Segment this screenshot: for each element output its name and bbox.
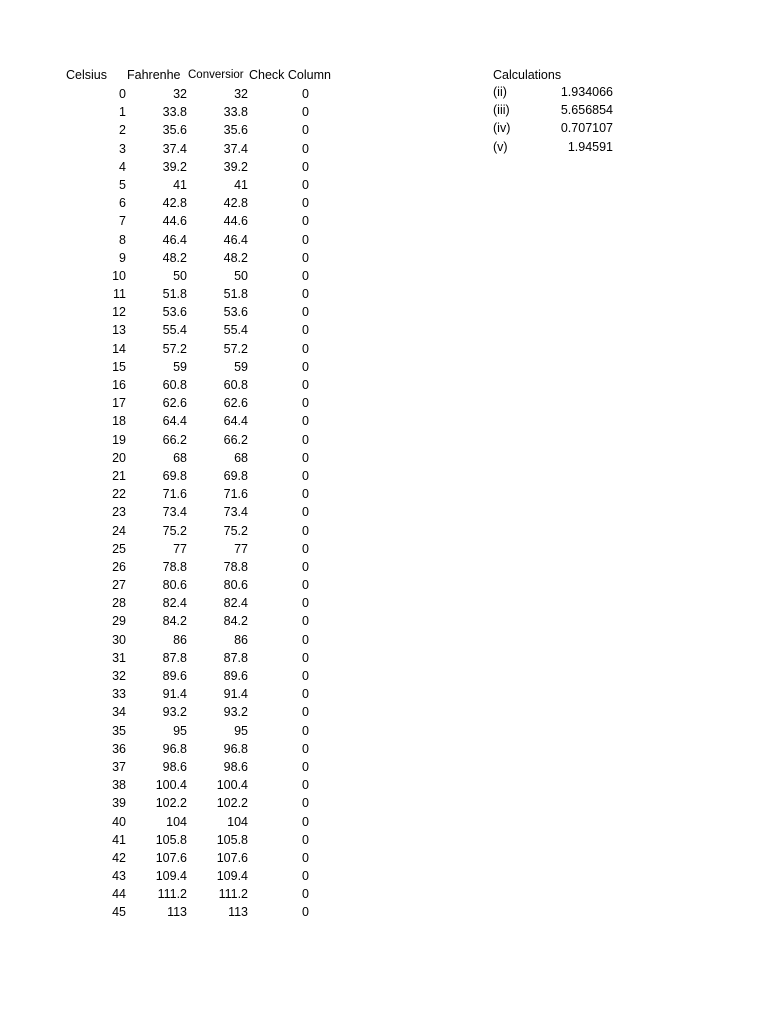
fahrenheit-cell[interactable]: 71.6 <box>162 487 187 502</box>
table-row <box>0 558 400 576</box>
check-cell[interactable]: 0 <box>302 268 309 283</box>
celsius-cell[interactable]: 29 <box>112 614 126 629</box>
check-cell[interactable]: 0 <box>302 396 309 411</box>
table-row <box>0 412 400 430</box>
fahrenheit-cell[interactable]: 102.2 <box>155 796 187 811</box>
conversion-cell[interactable]: 44.6 <box>223 214 248 229</box>
conversion-cell[interactable]: 62.6 <box>223 396 248 411</box>
table-row <box>0 885 400 903</box>
table-row <box>0 540 400 558</box>
check-cell[interactable]: 0 <box>302 141 309 156</box>
calculation-value[interactable]: 5.656854 <box>560 103 613 118</box>
table-row <box>0 485 400 503</box>
fahrenheit-cell[interactable]: 64.4 <box>162 414 187 429</box>
table-row <box>0 903 400 921</box>
celsius-cell[interactable]: 8 <box>119 232 126 247</box>
table-row <box>0 849 400 867</box>
fahrenheit-cell[interactable]: 33.8 <box>162 105 187 120</box>
table-row <box>0 831 400 849</box>
fahrenheit-cell[interactable]: 91.4 <box>162 687 187 702</box>
table-row <box>0 158 400 176</box>
check-cell[interactable]: 0 <box>302 669 309 683</box>
check-cell[interactable]: 0 <box>302 450 309 465</box>
celsius-cell[interactable]: 38 <box>112 778 126 793</box>
conversion-cell[interactable]: 32 <box>234 87 248 101</box>
celsius-cell[interactable]: 37 <box>112 759 126 774</box>
conversion-cell[interactable]: 69.8 <box>223 468 248 483</box>
check-cell[interactable]: 0 <box>302 905 309 920</box>
table-row <box>0 449 400 467</box>
table-row <box>0 267 400 285</box>
table-row <box>0 467 400 485</box>
check-cell[interactable]: 0 <box>302 596 309 611</box>
conversion-cell[interactable]: 98.6 <box>223 759 248 774</box>
conversion-cell[interactable]: 111.2 <box>218 887 248 902</box>
check-cell[interactable]: 0 <box>302 359 309 374</box>
header-conversion: Conversior <box>188 69 244 81</box>
fahrenheit-cell[interactable]: 89.6 <box>162 669 187 683</box>
fahrenheit-cell[interactable]: 86 <box>173 632 187 647</box>
check-cell[interactable]: 0 <box>302 887 309 902</box>
table-row <box>0 685 400 703</box>
fahrenheit-cell[interactable]: 41 <box>173 177 187 192</box>
check-cell[interactable]: 0 <box>302 232 309 247</box>
conversion-cell[interactable]: 59 <box>234 359 248 374</box>
celsius-cell[interactable]: 39 <box>112 796 126 811</box>
celsius-cell[interactable]: 31 <box>112 650 126 665</box>
table-row <box>0 285 400 303</box>
fahrenheit-cell[interactable]: 75.2 <box>162 523 187 538</box>
fahrenheit-cell[interactable]: 69.8 <box>162 468 187 483</box>
calculation-row <box>493 83 633 101</box>
check-cell[interactable]: 0 <box>302 650 309 665</box>
fahrenheit-cell[interactable]: 105.8 <box>155 832 187 847</box>
celsius-cell[interactable]: 41 <box>112 832 126 847</box>
conversion-cell[interactable]: 53.6 <box>223 305 248 320</box>
fahrenheit-cell[interactable]: 107.6 <box>155 850 187 865</box>
check-cell[interactable]: 0 <box>302 741 309 756</box>
table-row <box>0 376 400 394</box>
conversion-cell[interactable]: 66.2 <box>223 432 248 447</box>
fahrenheit-cell[interactable]: 84.2 <box>162 614 187 629</box>
check-cell[interactable]: 0 <box>302 341 309 356</box>
conversion-cell[interactable]: 68 <box>234 450 248 465</box>
calculation-label[interactable]: (ii) <box>493 85 507 99</box>
check-cell[interactable]: 0 <box>302 832 309 847</box>
table-row <box>0 522 400 540</box>
header-celsius: Celsius <box>66 68 107 82</box>
check-cell[interactable]: 0 <box>302 305 309 320</box>
fahrenheit-cell[interactable]: 104 <box>166 814 187 829</box>
table-row <box>0 576 400 594</box>
celsius-cell[interactable]: 25 <box>112 541 126 556</box>
header-check-column: Check Column <box>249 68 331 82</box>
fahrenheit-cell[interactable]: 77 <box>173 541 187 556</box>
table-row <box>0 140 400 158</box>
conversion-cell[interactable]: 82.4 <box>223 596 248 611</box>
calculations-title: Calculations <box>493 68 562 82</box>
table-row <box>0 794 400 812</box>
conversion-cell[interactable]: 41 <box>234 177 248 192</box>
table-row <box>0 321 400 339</box>
celsius-cell[interactable]: 18 <box>112 414 126 429</box>
celsius-cell[interactable]: 13 <box>112 323 126 338</box>
celsius-cell[interactable]: 3 <box>119 141 126 156</box>
fahrenheit-cell[interactable]: 113 <box>167 905 187 920</box>
check-cell[interactable]: 0 <box>302 796 309 811</box>
conversion-cell[interactable]: 50 <box>234 268 248 283</box>
calculation-value[interactable]: 1.94591 <box>567 139 613 154</box>
check-cell[interactable]: 0 <box>302 323 309 338</box>
check-cell[interactable]: 0 <box>302 378 309 392</box>
check-cell[interactable]: 0 <box>302 814 309 829</box>
table-row <box>0 176 400 194</box>
conversion-cell[interactable]: 89.6 <box>223 669 248 683</box>
fahrenheit-cell[interactable]: 93.2 <box>162 705 187 720</box>
calculation-label[interactable]: (iii) <box>493 103 510 118</box>
conversion-cell[interactable]: 80.6 <box>223 578 248 593</box>
celsius-cell[interactable]: 10 <box>112 268 126 283</box>
celsius-cell[interactable]: 44 <box>112 887 126 902</box>
conversion-cell[interactable]: 42.8 <box>223 196 248 211</box>
conversion-cell[interactable]: 39.2 <box>223 159 248 174</box>
conversion-cell[interactable]: 93.2 <box>223 705 248 720</box>
fahrenheit-cell[interactable]: 68 <box>173 450 187 465</box>
celsius-cell[interactable]: 9 <box>119 250 126 265</box>
fahrenheit-cell[interactable]: 50 <box>173 268 187 283</box>
celsius-cell[interactable]: 12 <box>112 305 126 320</box>
calculation-value[interactable]: 0.707107 <box>560 121 613 136</box>
check-cell[interactable]: 0 <box>302 632 309 647</box>
conversion-cell[interactable]: 35.6 <box>223 123 248 138</box>
conversion-cell[interactable]: 78.8 <box>223 559 248 574</box>
conversion-cell[interactable]: 46.4 <box>223 232 248 247</box>
fahrenheit-cell[interactable]: 98.6 <box>162 759 187 774</box>
celsius-cell[interactable]: 7 <box>119 214 126 229</box>
fahrenheit-cell[interactable]: 39.2 <box>162 159 187 174</box>
celsius-cell[interactable]: 2 <box>119 123 126 138</box>
check-cell[interactable]: 0 <box>302 687 309 702</box>
table-row <box>0 249 400 267</box>
celsius-cell[interactable]: 32 <box>112 669 126 683</box>
celsius-cell[interactable]: 0 <box>119 87 126 101</box>
conversion-cell[interactable]: 77 <box>234 541 248 556</box>
check-cell[interactable]: 0 <box>302 287 309 302</box>
calculation-row <box>493 119 633 137</box>
conversion-cell[interactable]: 113 <box>228 905 248 920</box>
celsius-cell[interactable]: 26 <box>112 559 126 574</box>
table-row <box>0 340 400 358</box>
check-cell[interactable]: 0 <box>302 105 309 120</box>
table-row <box>0 358 400 376</box>
celsius-cell[interactable]: 42 <box>112 850 126 865</box>
celsius-cell[interactable]: 35 <box>112 723 126 738</box>
conversion-cell[interactable]: 109.4 <box>216 869 248 884</box>
table-row <box>0 121 400 139</box>
check-cell[interactable]: 0 <box>302 850 309 865</box>
fahrenheit-cell[interactable]: 82.4 <box>162 596 187 611</box>
conversion-cell[interactable]: 95 <box>234 723 248 738</box>
table-row <box>0 594 400 612</box>
celsius-cell[interactable]: 45 <box>112 905 126 920</box>
table-row <box>0 722 400 740</box>
celsius-cell[interactable]: 33 <box>112 687 126 702</box>
table-row <box>0 758 400 776</box>
table-row <box>0 612 400 630</box>
conversion-cell[interactable]: 71.6 <box>223 487 248 502</box>
check-cell[interactable]: 0 <box>302 196 309 211</box>
table-row <box>0 776 400 794</box>
celsius-cell[interactable]: 23 <box>112 505 126 520</box>
conversion-cell[interactable]: 84.2 <box>223 614 248 629</box>
fahrenheit-cell[interactable]: 35.6 <box>162 123 187 138</box>
fahrenheit-cell[interactable]: 48.2 <box>162 250 187 265</box>
check-cell[interactable]: 0 <box>302 468 309 483</box>
fahrenheit-cell[interactable]: 100.4 <box>155 778 187 793</box>
check-cell[interactable]: 0 <box>302 250 309 265</box>
celsius-cell[interactable]: 11 <box>113 287 126 302</box>
conversion-cell[interactable]: 100.4 <box>216 778 248 793</box>
table-row <box>0 212 400 230</box>
conversion-cell[interactable]: 33.8 <box>223 105 248 120</box>
calculation-label[interactable]: (v) <box>493 139 508 154</box>
celsius-cell[interactable]: 36 <box>112 741 126 756</box>
conversion-cell[interactable]: 64.4 <box>223 414 248 429</box>
table-row <box>0 867 400 885</box>
fahrenheit-cell[interactable]: 59 <box>173 359 187 374</box>
table-row <box>0 103 400 121</box>
fahrenheit-cell[interactable]: 109.4 <box>155 869 187 884</box>
celsius-cell[interactable]: 17 <box>112 396 126 411</box>
check-cell[interactable]: 0 <box>302 414 309 429</box>
check-cell[interactable]: 0 <box>302 505 309 520</box>
conversion-cell[interactable]: 75.2 <box>223 523 248 538</box>
check-cell[interactable]: 0 <box>302 541 309 556</box>
celsius-cell[interactable]: 4 <box>119 159 126 174</box>
conversion-cell[interactable]: 51.8 <box>223 287 248 302</box>
conversion-cell[interactable]: 105.8 <box>216 832 248 847</box>
table-row <box>0 394 400 412</box>
check-cell[interactable]: 0 <box>302 778 309 793</box>
fahrenheit-cell[interactable]: 42.8 <box>162 196 187 211</box>
fahrenheit-cell[interactable]: 53.6 <box>162 305 187 320</box>
celsius-cell[interactable]: 6 <box>119 196 126 211</box>
conversion-cell[interactable]: 107.6 <box>216 850 248 865</box>
fahrenheit-cell[interactable]: 60.8 <box>162 378 187 392</box>
table-row <box>0 667 400 685</box>
check-cell[interactable]: 0 <box>302 123 309 138</box>
conversion-cell[interactable]: 57.2 <box>223 341 248 356</box>
celsius-cell[interactable]: 1 <box>119 105 126 120</box>
check-cell[interactable]: 0 <box>302 432 309 447</box>
calculation-row <box>493 101 633 119</box>
conversion-cell[interactable]: 104 <box>227 814 248 829</box>
conversion-cell[interactable]: 48.2 <box>223 250 248 265</box>
fahrenheit-cell[interactable]: 73.4 <box>162 505 187 520</box>
check-cell[interactable]: 0 <box>302 759 309 774</box>
conversion-cell[interactable]: 73.4 <box>223 505 248 520</box>
check-cell[interactable]: 0 <box>302 578 309 593</box>
calculations-block <box>493 67 633 156</box>
celsius-cell[interactable]: 22 <box>112 487 126 502</box>
fahrenheit-cell[interactable]: 111.2 <box>157 887 187 902</box>
celsius-cell[interactable]: 40 <box>112 814 126 829</box>
check-cell[interactable]: 0 <box>302 869 309 884</box>
celsius-cell[interactable]: 5 <box>119 177 126 192</box>
conversion-cell[interactable]: 60.8 <box>223 378 248 392</box>
celsius-cell[interactable]: 30 <box>112 632 126 647</box>
conversion-cell[interactable]: 96.8 <box>223 741 248 756</box>
table-row <box>0 431 400 449</box>
check-cell[interactable]: 0 <box>302 177 309 192</box>
celsius-cell[interactable]: 43 <box>112 869 126 884</box>
check-cell[interactable]: 0 <box>302 214 309 229</box>
celsius-cell[interactable]: 14 <box>112 341 126 356</box>
check-cell[interactable]: 0 <box>302 487 309 502</box>
conversion-cell[interactable]: 91.4 <box>223 687 248 702</box>
fahrenheit-cell[interactable]: 51.8 <box>162 287 187 302</box>
conversion-cell[interactable]: 55.4 <box>223 323 248 338</box>
conversion-table <box>0 85 400 922</box>
fahrenheit-cell[interactable]: 96.8 <box>162 741 187 756</box>
check-cell[interactable]: 0 <box>302 87 309 101</box>
check-cell[interactable]: 0 <box>302 159 309 174</box>
fahrenheit-cell[interactable]: 57.2 <box>162 341 187 356</box>
conversion-cell[interactable]: 102.2 <box>216 796 248 811</box>
check-cell[interactable]: 0 <box>302 614 309 629</box>
fahrenheit-cell[interactable]: 95 <box>173 723 187 738</box>
table-row <box>0 231 400 249</box>
fahrenheit-cell[interactable]: 37.4 <box>162 141 187 156</box>
celsius-cell[interactable]: 20 <box>112 450 126 465</box>
celsius-cell[interactable]: 19 <box>112 432 126 447</box>
celsius-cell[interactable]: 28 <box>112 596 126 611</box>
table-row <box>0 503 400 521</box>
table-row <box>0 813 400 831</box>
check-cell[interactable]: 0 <box>302 559 309 574</box>
check-cell[interactable]: 0 <box>302 523 309 538</box>
celsius-cell[interactable]: 24 <box>112 523 126 538</box>
calculation-value[interactable]: 1.934066 <box>560 85 613 99</box>
table-row <box>0 703 400 721</box>
fahrenheit-cell[interactable]: 32 <box>173 87 187 101</box>
conversion-cell[interactable]: 86 <box>234 632 248 647</box>
table-row <box>0 85 400 103</box>
table-row <box>0 303 400 321</box>
table-row <box>0 740 400 758</box>
celsius-cell[interactable]: 16 <box>112 378 126 392</box>
fahrenheit-cell[interactable]: 55.4 <box>162 323 187 338</box>
fahrenheit-cell[interactable]: 87.8 <box>162 650 187 665</box>
table-row <box>0 194 400 212</box>
celsius-cell[interactable]: 34 <box>112 705 126 720</box>
celsius-cell[interactable]: 21 <box>112 468 126 483</box>
table-header-row <box>0 67 768 83</box>
fahrenheit-cell[interactable]: 62.6 <box>162 396 187 411</box>
check-cell[interactable]: 0 <box>302 723 309 738</box>
fahrenheit-cell[interactable]: 80.6 <box>162 578 187 593</box>
fahrenheit-cell[interactable]: 46.4 <box>162 232 187 247</box>
calculations-list <box>493 83 633 156</box>
calculation-label[interactable]: (iv) <box>493 121 511 136</box>
celsius-cell[interactable]: 27 <box>112 578 126 593</box>
table-row <box>0 631 400 649</box>
calculation-row <box>493 138 633 156</box>
header-fahrenheit: Fahrenhe <box>127 68 181 82</box>
conversion-cell[interactable]: 37.4 <box>223 141 248 156</box>
fahrenheit-cell[interactable]: 78.8 <box>162 559 187 574</box>
celsius-cell[interactable]: 15 <box>112 359 126 374</box>
table-row <box>0 649 400 667</box>
conversion-cell[interactable]: 87.8 <box>223 650 248 665</box>
fahrenheit-cell[interactable]: 66.2 <box>162 432 187 447</box>
fahrenheit-cell[interactable]: 44.6 <box>162 214 187 229</box>
check-cell[interactable]: 0 <box>302 705 309 720</box>
